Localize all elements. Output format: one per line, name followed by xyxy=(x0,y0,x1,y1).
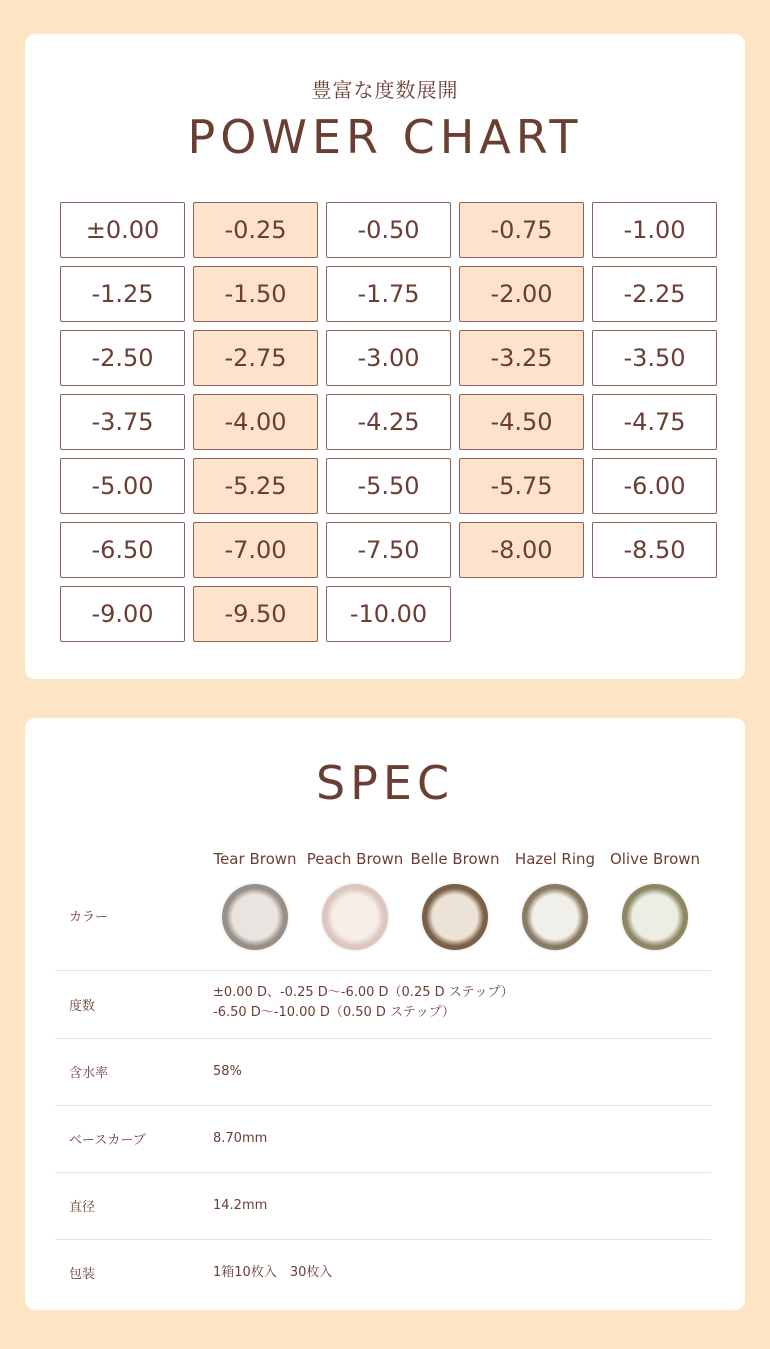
spec-label: 度数 xyxy=(69,999,96,1014)
power-cell: -6.00 xyxy=(592,458,717,514)
spec-value: 1箱10枚入 30枚入 xyxy=(213,1265,333,1280)
power-cell: -2.00 xyxy=(459,266,584,322)
spec-label: ベースカーブ xyxy=(69,1133,146,1148)
power-cell: -10.00 xyxy=(326,586,451,642)
power-cell: -8.50 xyxy=(592,522,717,578)
power-cell: -0.25 xyxy=(193,202,318,258)
power-cell: -9.50 xyxy=(193,586,318,642)
power-cell: -3.50 xyxy=(592,330,717,386)
power-cell: -0.50 xyxy=(326,202,451,258)
spec-row-diameter xyxy=(55,1172,711,1240)
spec-label: 包装 xyxy=(69,1267,96,1282)
power-cell: ±0.00 xyxy=(60,202,185,258)
spec-row-water xyxy=(55,1038,711,1106)
power-chart-subtitle: 豊富な度数展開 xyxy=(311,78,459,102)
power-cell: -4.75 xyxy=(592,394,717,450)
power-cell: -1.25 xyxy=(60,266,185,322)
spec-row-base-curve xyxy=(55,1105,711,1173)
spec-value xyxy=(213,983,514,1023)
power-cell: -5.75 xyxy=(459,458,584,514)
color-name: Belle Brown xyxy=(410,850,500,868)
spec-card xyxy=(25,718,745,1310)
power-grid xyxy=(60,202,717,642)
power-cell: -3.00 xyxy=(326,330,451,386)
power-cell: -2.50 xyxy=(60,330,185,386)
spec-title: SPEC xyxy=(315,756,455,810)
spec-value-line: -6.50 D～-10.00 D（0.50 D ステップ） xyxy=(213,1005,455,1020)
power-cell: -4.00 xyxy=(193,394,318,450)
color-name: Peach Brown xyxy=(306,850,404,868)
power-cell: -5.00 xyxy=(60,458,185,514)
power-cell: -7.50 xyxy=(326,522,451,578)
power-chart-card xyxy=(25,34,745,679)
power-cell: -5.50 xyxy=(326,458,451,514)
power-cell: -2.75 xyxy=(193,330,318,386)
power-cell: -9.00 xyxy=(60,586,185,642)
spec-row-package xyxy=(55,1239,711,1305)
power-cell: -1.00 xyxy=(592,202,717,258)
spec-row-power xyxy=(55,970,711,1039)
power-cell: -8.00 xyxy=(459,522,584,578)
spec-value: 8.70mm xyxy=(213,1131,268,1146)
power-cell: -0.75 xyxy=(459,202,584,258)
power-chart-title: POWER CHART xyxy=(187,110,583,164)
spec-row-color xyxy=(55,858,711,971)
spec-value: 58% xyxy=(213,1064,242,1079)
power-cell: -2.25 xyxy=(592,266,717,322)
power-cell: -3.25 xyxy=(459,330,584,386)
color-name: Hazel Ring xyxy=(514,850,596,868)
power-cell: -6.50 xyxy=(60,522,185,578)
color-name: Olive Brown xyxy=(609,850,701,868)
power-cell: -1.75 xyxy=(326,266,451,322)
power-cell: -7.00 xyxy=(193,522,318,578)
power-cell: -4.25 xyxy=(326,394,451,450)
color-name: Tear Brown xyxy=(213,850,297,868)
spec-label: 含水率 xyxy=(69,1066,109,1081)
spec-value-line: ±0.00 D、-0.25 D～-6.00 D（0.25 D ステップ） xyxy=(213,985,514,1000)
power-cell: -1.50 xyxy=(193,266,318,322)
power-cell: -4.50 xyxy=(459,394,584,450)
power-cell: -3.75 xyxy=(60,394,185,450)
spec-value: 14.2mm xyxy=(213,1198,268,1213)
power-cell: -5.25 xyxy=(193,458,318,514)
spec-label: カラー xyxy=(69,910,109,925)
spec-label: 直径 xyxy=(69,1200,96,1215)
